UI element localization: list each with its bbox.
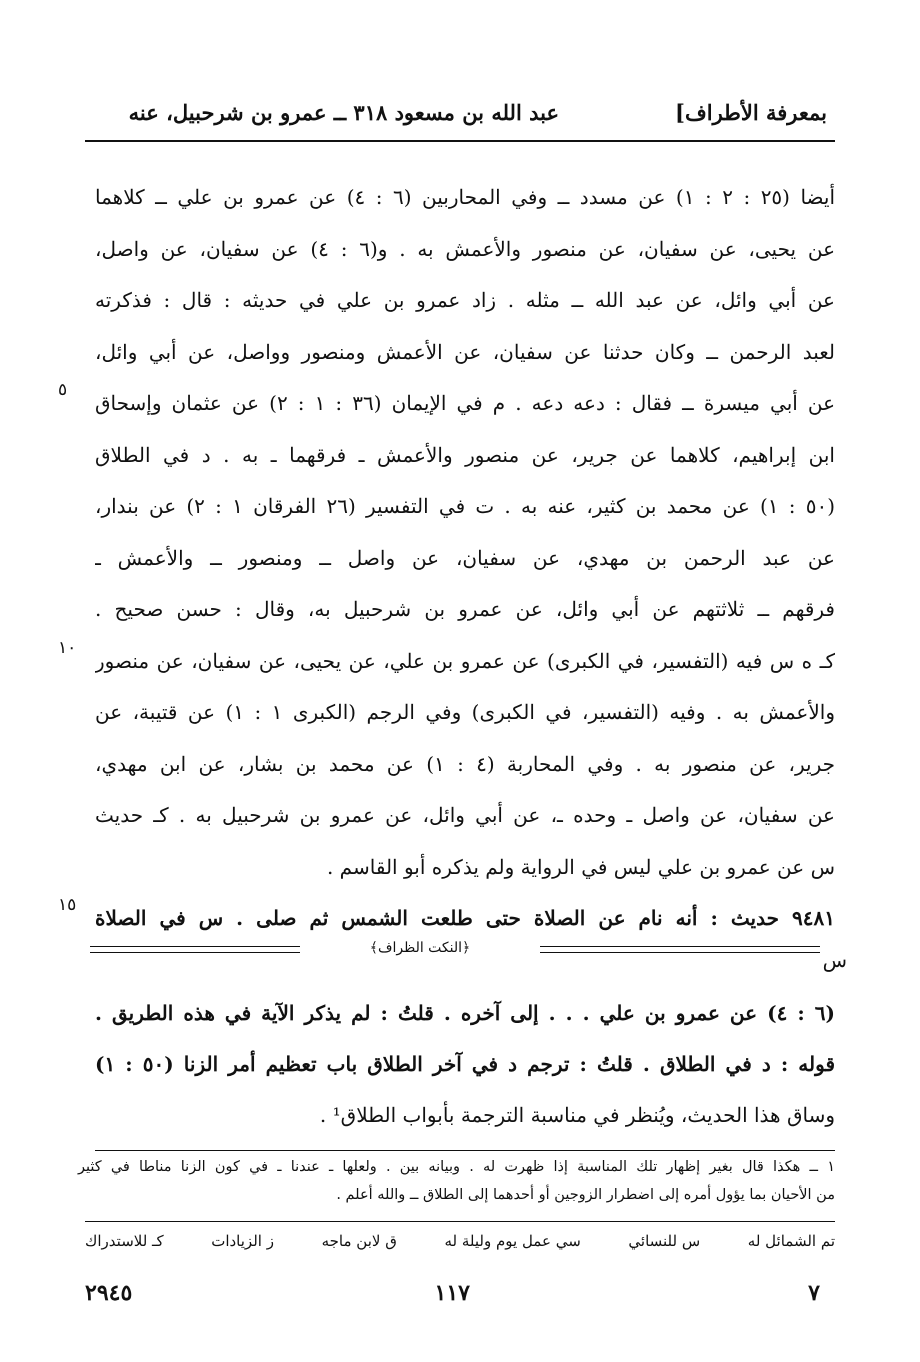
abbreviation-item: سي عمل يوم وليلة له (444, 1232, 581, 1250)
text-line: عن سفيان، عن واصل ـ وحده ـ، عن أبي وائل، عن عمرو بن شرحبيل به . كـ حديث (95, 803, 835, 827)
abbreviations-key (85, 1232, 835, 1250)
commentary-line: وساق هذا الحديث، ويُنظر في مناسبة الترجمة بأبواب الطلاق¹ . (319, 1103, 835, 1127)
text-line: والأعمش به . وفيه (التفسير، في الكبرى) وفي الرجم (الكبرى ١ : ١) عن قتيبة، عن (95, 700, 835, 724)
header-section-title: عبد الله بن مسعود ٣١٨ ــ عمرو بن شرحبيل، عنه (128, 100, 559, 125)
text-line: أيضا (٢٥ : ٢ : ١) عن مسدد ــ وفي المحاربين (٦ : ٤) عن عمرو بن علي ــ كلاهما (95, 185, 835, 209)
margin-line-number: ١٠ (58, 638, 77, 658)
main-text (95, 172, 847, 975)
commentary-text (95, 988, 835, 1141)
commentary-line: قوله : د في الطلاق . قلتُ : ترجم د في آخر الطلاق باب تعظيم أمر الزنا (٥٠ : ١) (95, 1052, 835, 1076)
abbreviation-item: كـ للاستدراك (85, 1232, 164, 1250)
footnote-rule (95, 1150, 835, 1151)
volume-number: ٧ (808, 1280, 820, 1306)
section-ornament (300, 940, 540, 956)
abbreviation-item: ز الزيادات (211, 1232, 274, 1250)
footnote-line: من الأحيان بما يؤول أمره إلى اضطرار الزوجين أو أحدهما إلى الطلاق ــ والله أعلم . (336, 1187, 835, 1203)
text-line: س عن عمرو بن علي ليس في الرواية ولم يذكره أبو القاسم . (326, 854, 835, 879)
header-book-title: بمعرفة الأطراف] (675, 100, 827, 125)
abbreviation-item: س للنسائي (628, 1232, 701, 1250)
header-rule (85, 140, 835, 142)
text-line: عن أبي ميسرة ــ فقال : دعه دعه . م في الإيمان (٣٦ : ١ : ٢) عن عثمان وإسحاق (95, 391, 835, 415)
text-line: لعبد الرحمن ــ وكان حدثنا عن سفيان، عن الأعمش ومنصور وواصل، عن أبي وائل، (95, 339, 835, 364)
abbreviation-item: ق لابن ماجه (321, 1232, 397, 1250)
footnote (78, 1153, 835, 1209)
ornament-bracket-icon: ﴿ (462, 940, 471, 956)
text-line: عن عبد الرحمن بن مهدي، عن سفيان، عن واصل ــ ومنصور ــ والأعمش ـ (95, 545, 835, 570)
text-line: كـ ه س فيه (التفسير، في الكبرى) عن عمرو بن علي، عن يحيى، عن سفيان، عن منصور (95, 648, 835, 673)
ornament-bracket-icon: ﴾ (369, 940, 378, 956)
text-line: س (822, 947, 847, 972)
commentary-line: (٦ : ٤) عن عمرو بن علي . . . إلى آخره . قلتُ : لم يذكر الآية في هذه الطريق . (95, 1001, 835, 1025)
margin-line-number: ١٥ (58, 895, 77, 915)
margin-line-number: ٥ (58, 380, 68, 400)
text-line: فرقهم ــ ثلاثتهم عن أبي وائل، عن عمرو بن شرحبيل به، وقال : حسن صحيح . (95, 597, 835, 621)
page-number: ١١٧ (434, 1280, 470, 1306)
running-header (85, 96, 827, 132)
text-line: عن أبي وائل، عن عبد الله ــ مثله . زاد عمرو بن علي في حديثه : قال : فذكرته (95, 288, 835, 312)
hadith-entry-line: ٩٤٨١ حديث : أنه نام عن الصلاة حتى طلعت الشمس ثم صلى . س في الصلاة (95, 906, 835, 930)
text-line: عن يحيى، عن سفيان، عن منصور والأعمش به . و(٦ : ٤) عن سفيان، عن واصل، (95, 236, 835, 261)
footnote-line: ١ ــ هكذا قال بغير إظهار تلك المناسبة إذا ظهرت له . وبيانه بين . ولعلها ـ عندنا ـ في كون الزنا مناطا في كثير (78, 1159, 835, 1175)
text-line: ابن إبراهيم، كلاهما عن جرير، عن منصور والأعمش ـ فرقهما ـ به . د في الطلاق (95, 442, 835, 467)
text-line: جرير، عن منصور به . وفي المحاربة (٤ : ١) عن محمد بن بشار، عن ابن مهدي، (95, 751, 835, 776)
abbreviation-item: تم الشمائل له (747, 1232, 835, 1250)
ornament-label: النكت الظراف (377, 940, 463, 956)
entry-total: ٢٩٤٥ (85, 1280, 133, 1306)
abbreviations-rule (85, 1221, 835, 1222)
text-line: (٥٠ : ١) عن محمد بن كثير، عنه به . ت في التفسير (٢٦ الفرقان ١ : ٢) عن بندار، (95, 494, 835, 518)
